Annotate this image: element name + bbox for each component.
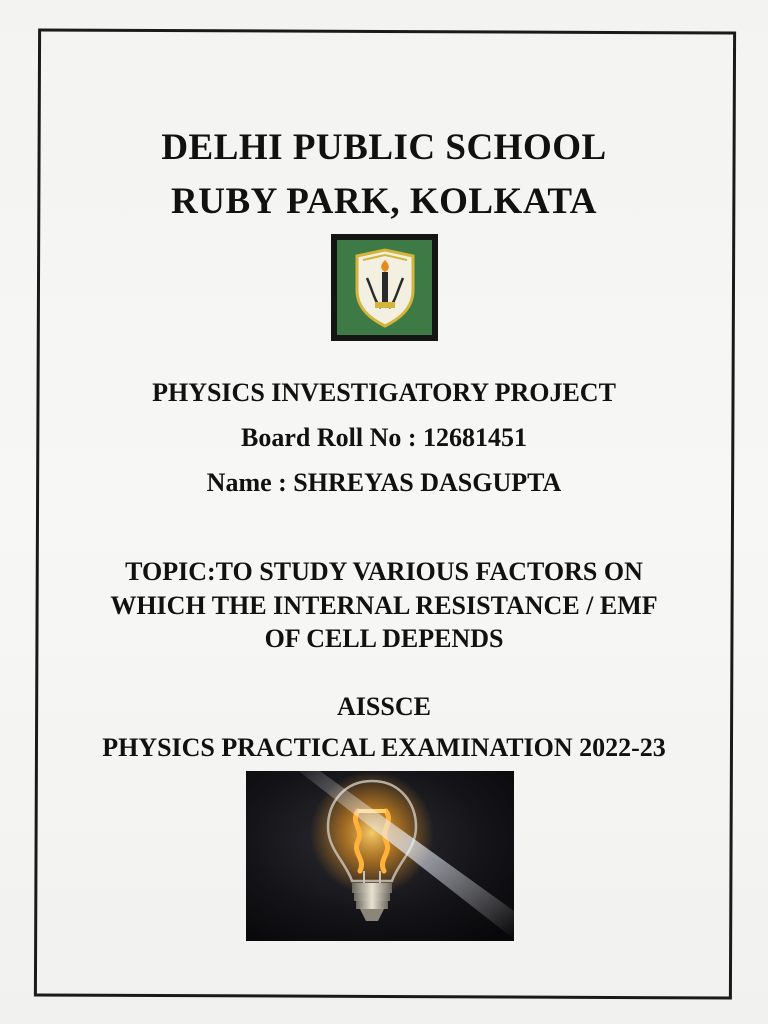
school-location: RUBY PARK, KOLKATA — [171, 181, 597, 222]
topic-line-1: TOPIC:TO STUDY VARIOUS FACTORS ON — [125, 557, 643, 586]
project-title: PHYSICS INVESTIGATORY PROJECT — [152, 378, 616, 407]
exam-title: PHYSICS PRACTICAL EXAMINATION 2022-23 — [102, 733, 666, 762]
school-crest-icon — [337, 240, 432, 335]
school-name: DELHI PUBLIC SCHOOL — [161, 127, 607, 168]
exam-board: AISSCE — [337, 692, 431, 721]
student-name: Name : SHREYAS DASGUPTA — [206, 468, 562, 497]
light-bulb-icon — [246, 771, 514, 941]
school-logo — [331, 234, 438, 341]
topic-line-2: WHICH THE INTERNAL RESISTANCE / EMF — [110, 591, 658, 620]
topic-line-3: OF CELL DEPENDS — [264, 624, 504, 653]
board-roll-no: Board Roll No : 12681451 — [241, 423, 527, 452]
light-bulb-image — [246, 771, 514, 941]
